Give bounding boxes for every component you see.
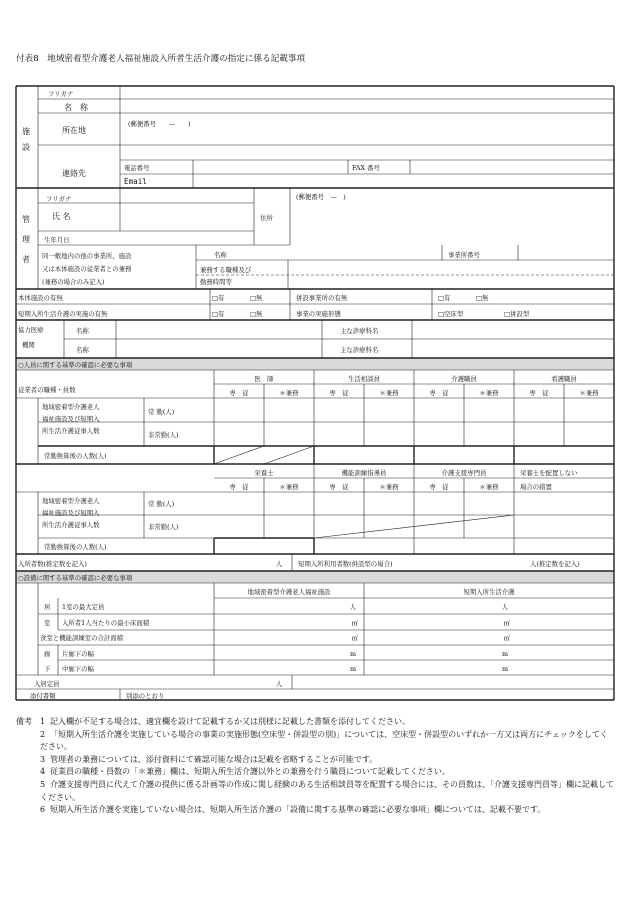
staff-fulltime-col-1: 専 従 (229, 389, 249, 397)
manager-dob-label: 生年月日 (44, 236, 70, 244)
attachments-value: 別添のとおり (126, 692, 165, 700)
equipment-col-main-header: 地域密着型介護老人福祉施設 (247, 588, 331, 596)
residents-unit: 人 (276, 560, 283, 568)
main-facility-yes-checkbox: □有 (212, 294, 225, 302)
single-corridor-unit-short: m (501, 650, 508, 658)
staff-parttime-row-1: 非常勤(人) (148, 431, 179, 439)
staff-fte-row-2: 常勤換算後の人数(人) (44, 543, 107, 551)
notes-section (16, 716, 614, 817)
facility-address-label: 所在地 (62, 126, 86, 135)
single-corridor-label: 片廊下の幅 (62, 650, 94, 658)
note-item (40, 779, 614, 804)
staff-fulltime-col-3: 専 従 (429, 389, 449, 397)
staff-fte-row-1: 常勤換算後の人数(人) (44, 452, 107, 460)
equipment-col-short-header: 短期入所生活介護 (463, 588, 515, 596)
manager-other-office-name-label: 名称 (214, 251, 227, 259)
note-text: 記入欄が不足する場合は、適宜欄を設けて記載するか又は別様に記載した書類を添付してください。 (50, 717, 410, 726)
manager-name-label: 氏 名 (52, 212, 71, 221)
short-stay-yes-checkbox: □有 (212, 310, 225, 318)
attached-no-checkbox: □無 (476, 294, 489, 302)
manager-concurrent-line-1: 同一敷地内の他の事業所、施設 (42, 252, 132, 260)
facility-section-char-2: 設 (22, 143, 30, 152)
staff-count-line-1c: 所生活介護従事人数 (42, 427, 100, 435)
note-item (40, 754, 614, 767)
attached-yes-checkbox: □有 (438, 294, 451, 302)
max-capacity-label: 1室の最大定員 (62, 603, 105, 611)
note-item (40, 804, 614, 817)
note-text: 短期入所生活介護を実施していない場合は、短期入所生活介護の「設備に関する基準の確認に必要な事項」欄については、記載不要です。 (50, 805, 546, 815)
staff-role-header-3: 介護職員 (451, 375, 477, 383)
staff2-fulltime-col-1: 専 従 (229, 483, 249, 491)
max-cap-unit-short: 人 (501, 603, 508, 611)
staff-role-header-1: 医 師 (254, 375, 274, 383)
medical-dept-label-2: 主な診療科名 (340, 346, 379, 354)
equipment-section-title: ○設備に関する基準の確認に必要な事項 (18, 574, 133, 582)
manager-address-label: 住所 (260, 214, 273, 222)
staff-fulltime-col-2: 専 従 (329, 389, 349, 397)
manager-concurrent-line-3: (兼務の場合のみ記入) (42, 278, 105, 286)
medical-label-line-1: 協力医療 (18, 326, 44, 334)
staff-role-header-4: 看護職員 (551, 375, 577, 383)
staff-no-nutritionist-label: 栄養士を配置しない (520, 469, 578, 477)
staff-fulltime-col-4: 専 従 (529, 389, 549, 397)
staff-count-label: 従業者の職種・員数 (18, 386, 76, 394)
min-floor-area-label: 入所者1人当たりの最小床面積 (62, 619, 150, 627)
note-number: 6 (40, 805, 46, 815)
medical-label-line-2: 機関 (22, 341, 35, 349)
note-number: 1 (40, 717, 46, 726)
staff-count-line-2a: 地域密着型介護老人 (42, 497, 100, 505)
staff-fulltime-row-2: 常 勤(人) (148, 500, 175, 508)
attachments-label: 添付書類 (30, 692, 56, 700)
note-number: 2 (40, 729, 46, 739)
page-title: 付表8 地域密着型介護老人福祉施設入所者生活介護の指定に係る記載事項 (16, 54, 306, 64)
manager-office-number-label: 事業所番号 (448, 251, 480, 259)
note-text: 介護支援専門員に代えて介護の提供に係る計画等の作成に関し経験のある生活相談員等を配置する場合には、その員数は、「介護支援専門員等」欄に記載してください。 (40, 779, 614, 802)
staff-concurrent-col-2: ＊兼務 (379, 389, 399, 397)
staff-count-line-1a: 地域密着型介護老人 (42, 403, 100, 411)
corridor-label-char-2: 下 (44, 665, 51, 673)
capacity-unit: 人 (276, 680, 283, 688)
manager-section-char-3: 者 (22, 255, 30, 264)
note-text: 管理者の兼務については、添付資料にて確認可能な場合は記載を省略することが可能です。 (50, 754, 378, 764)
note-item (40, 729, 614, 754)
main-facility-no-checkbox: □無 (250, 294, 263, 302)
note-item (40, 716, 614, 729)
note-item (40, 766, 614, 779)
attached-office-label: 併設事業所の有無 (296, 294, 348, 302)
medical-dept-label-1: 主な診療科名 (340, 327, 379, 335)
staff2-concurrent-col-2: ＊兼務 (379, 483, 399, 491)
medical-name-label-1: 名称 (76, 327, 89, 335)
staff-concurrent-col-3: ＊兼務 (479, 389, 499, 397)
facility-furigana-label: フリガナ (48, 90, 74, 98)
staff2-fulltime-col-2: 専 従 (329, 483, 349, 491)
note-number: 5 (40, 779, 46, 789)
staff-concurrent-col-4: ＊兼務 (579, 389, 599, 397)
manager-section-char-1: 管 (22, 215, 30, 224)
staff2-fulltime-col-3: 専 従 (429, 483, 449, 491)
manager-duties-line-2: 勤務時間等 (200, 278, 232, 286)
max-cap-unit-main: 人 (349, 603, 356, 611)
staff-role2-header-3: 介護支援専門員 (441, 469, 487, 477)
note-number: 3 (40, 754, 46, 764)
note-number: 4 (40, 767, 46, 777)
medical-name-label-2: 名称 (76, 346, 89, 354)
staff-count-line-1b: 福祉施設及び短期入 (42, 415, 100, 423)
short-stay-no-checkbox: □無 (250, 310, 263, 318)
facility-name-label: 名 称 (64, 103, 88, 112)
middle-corridor-unit-main: m (349, 665, 356, 673)
manager-duties-line-1: 兼務する職種及び (200, 266, 252, 274)
middle-corridor-label: 中廊下の幅 (62, 665, 94, 673)
dining-unit-main: ㎡ (351, 634, 358, 642)
staff-measures-label: 場合の措置 (520, 483, 552, 491)
staff2-concurrent-col-1: ＊兼務 (279, 483, 299, 491)
facility-phone-label: 電話番号 (124, 164, 150, 172)
min-area-unit-short: ㎡ (503, 619, 510, 627)
staff-count-line-2c: 所生活介護従事人数 (42, 521, 100, 529)
room-label-char-1: 居 (44, 603, 51, 611)
middle-corridor-unit-short: m (501, 665, 508, 673)
staff-role2-header-1: 栄養士 (254, 469, 274, 477)
facility-fax-label: FAX 番号 (352, 164, 380, 172)
staff-fulltime-row-1: 常 勤(人) (148, 408, 175, 416)
min-area-unit-main: ㎡ (351, 619, 358, 627)
short-stay-users-unit: 人(推定数を記入) (530, 560, 580, 568)
note-text: 「短期入所生活介護を実施している場合の事業の実施形態(空床型・併設型の別)」については、空床型・併設型のいずれか一方又は両方にチェックをしてください。 (40, 729, 608, 752)
manager-furigana-label: フリガナ (46, 195, 72, 203)
room-label-char-2: 室 (44, 619, 51, 627)
short-stay-label: 短期入所生活介護の実施の有無 (18, 310, 108, 318)
staff-section-title: ○人員に関する基準の確認に必要な事項 (18, 361, 133, 369)
manager-postal-code-label: (郵便番号 — ) (296, 193, 346, 201)
manager-section-char-2: 理 (22, 235, 30, 244)
residents-count-label: 入所者数(推定数を記入) (18, 560, 87, 568)
dining-unit-short: ㎡ (503, 634, 510, 642)
staff-parttime-row-2: 非常勤(人) (148, 523, 179, 531)
staff-count-line-2b: 福祉施設及び短期入 (42, 509, 100, 517)
manager-concurrent-line-2: 又は本体施設の従業者との兼務 (42, 265, 132, 273)
note-text: 従業員の職種・員数の「＊兼務」欄は、短期入所生活介護以外との兼務を行う職員について記載してください。 (50, 767, 450, 777)
single-corridor-unit-main: m (349, 650, 356, 658)
facility-section-char-1: 施 (22, 127, 30, 136)
notes-title: 備考 (16, 717, 32, 726)
implementation-form-label: 事業の実施形態 (296, 310, 341, 318)
staff-role2-header-2: 機能訓練指導員 (341, 469, 387, 477)
short-stay-users-label: 短期入所利用者数(併設型の場合) (298, 560, 393, 568)
capacity-label: 入居定員 (34, 680, 60, 688)
dining-area-label: 食堂と機能訓練室の合計面積 (40, 634, 124, 642)
corridor-label-char-1: 廊 (44, 650, 51, 658)
staff-concurrent-col-1: ＊兼務 (279, 389, 299, 397)
staff-role-header-2: 生活相談員 (348, 375, 380, 383)
empty-bed-type-checkbox: □空床型 (438, 310, 464, 318)
facility-email-label: Email (124, 177, 147, 186)
facility-postal-code-label: (郵便番号 — ) (128, 120, 191, 128)
main-facility-label: 本体施設の有無 (18, 294, 63, 302)
facility-contact-label: 連絡先 (62, 169, 86, 178)
attached-type-checkbox: □併設型 (504, 310, 530, 318)
staff2-concurrent-col-3: ＊兼務 (479, 483, 499, 491)
form-grid-lines (16, 86, 614, 700)
